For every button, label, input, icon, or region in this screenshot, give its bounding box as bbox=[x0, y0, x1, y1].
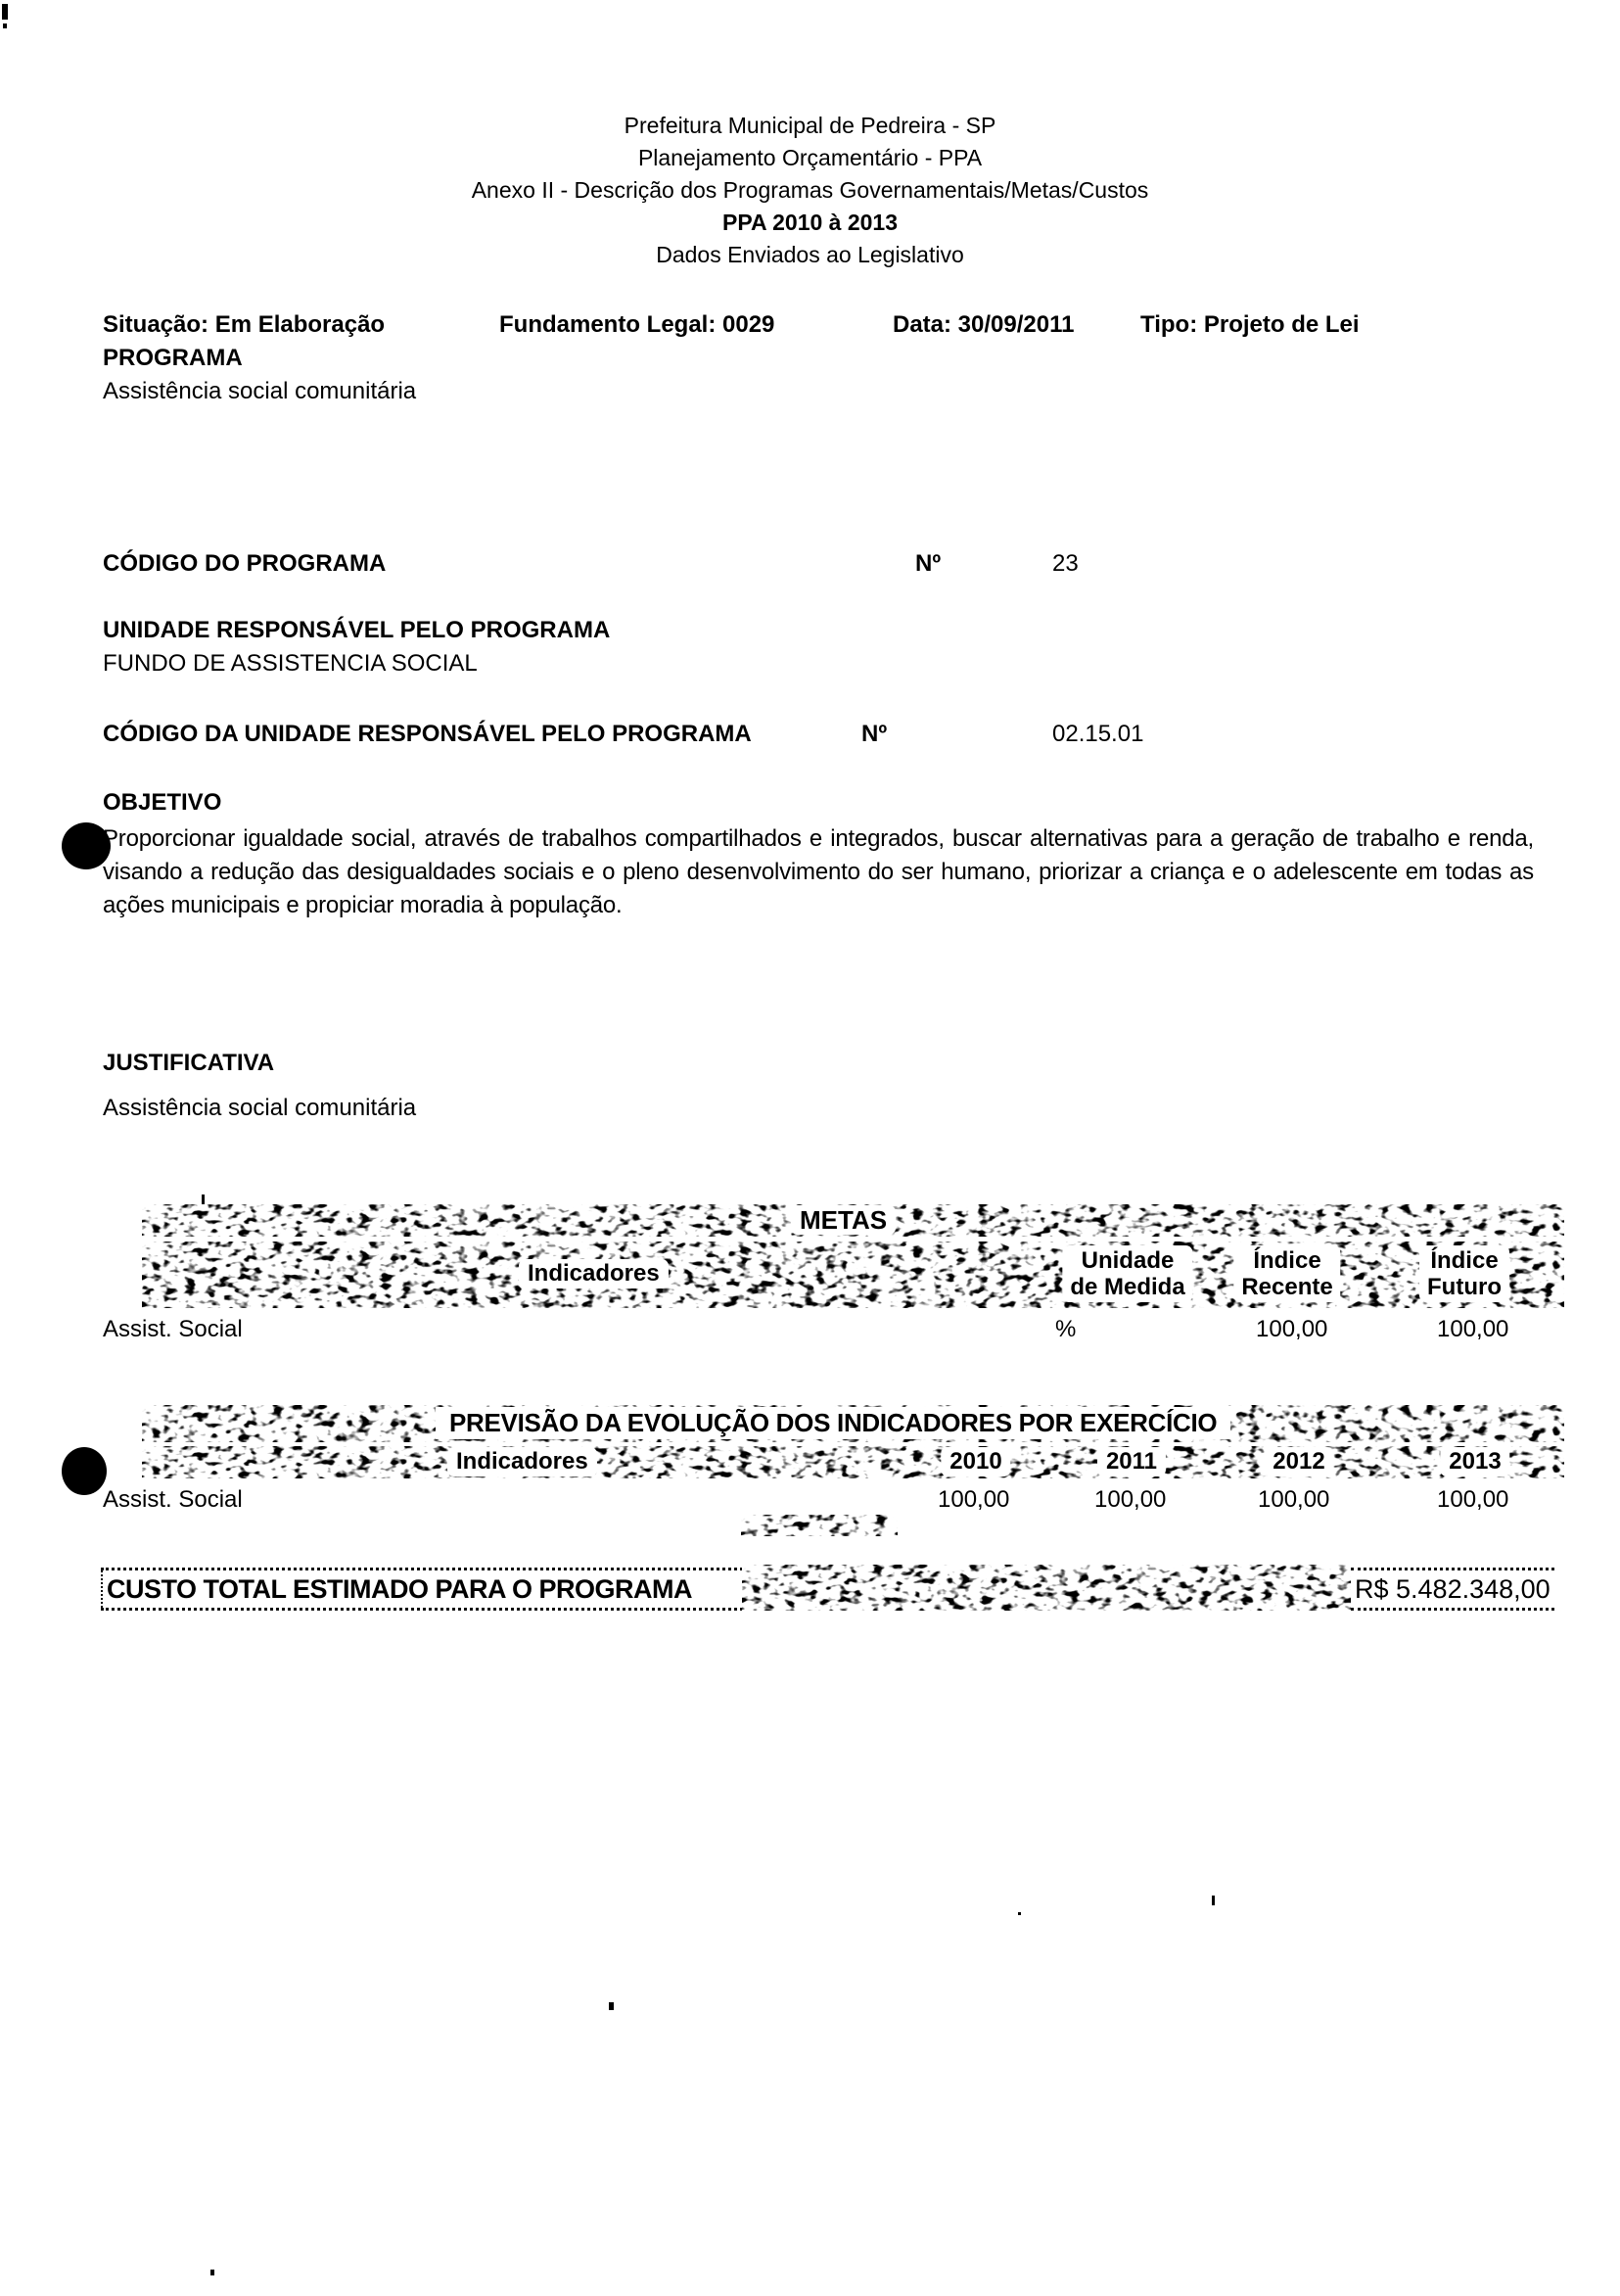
metas-row-indice-recente: 100,00 bbox=[1256, 1316, 1328, 1342]
unidade-responsavel-label: UNIDADE RESPONSÁVEL PELO PROGRAMA bbox=[103, 617, 611, 643]
metas-col-futuro-line1: Índice bbox=[1430, 1247, 1499, 1274]
unidade-responsavel-nome: FUNDO DE ASSISTENCIA SOCIAL bbox=[103, 650, 478, 677]
programa-nome: Assistência social comunitária bbox=[103, 378, 417, 404]
previsao-row-indicador: Assist. Social bbox=[103, 1486, 243, 1513]
custo-total-label: CUSTO TOTAL ESTIMADO PARA O PROGRAMA bbox=[101, 1568, 748, 1611]
custo-total-band bbox=[742, 1565, 1351, 1611]
scan-artifact-smudge bbox=[741, 1515, 898, 1536]
scan-artifact-speck bbox=[609, 2002, 614, 2010]
previsao-row-valor-2012: 100,00 bbox=[1258, 1486, 1330, 1513]
metas-col-unidade-medida bbox=[1062, 1245, 1192, 1302]
scan-artifact-speck bbox=[1018, 1912, 1021, 1915]
metas-col-indicadores: Indicadores bbox=[519, 1259, 669, 1289]
previsao-row-valor-2011: 100,00 bbox=[1094, 1486, 1167, 1513]
codigo-programa-label: CÓDIGO DO PROGRAMA bbox=[103, 550, 387, 577]
header-line-ppa: PPA 2010 à 2013 bbox=[721, 210, 899, 235]
previsao-header-band bbox=[142, 1446, 1564, 1478]
header-line-plan: Planejamento Orçamentário - PPA bbox=[637, 145, 983, 170]
metas-row-indice-futuro: 100,00 bbox=[1437, 1316, 1509, 1342]
custo-total-valor: R$ 5.482.348,00 bbox=[1351, 1568, 1554, 1611]
status-tipo: Tipo: Projeto de Lei bbox=[1140, 311, 1360, 338]
programa-label: PROGRAMA bbox=[103, 345, 243, 371]
metas-col-indice-futuro bbox=[1419, 1245, 1509, 1302]
previsao-col-ano-2013: 2013 bbox=[1440, 1447, 1509, 1476]
justificativa-texto: Assistência social comunitária bbox=[103, 1095, 417, 1121]
metas-table-title: METAS bbox=[791, 1205, 896, 1235]
codigo-unidade-numero-label: Nº bbox=[861, 721, 888, 747]
metas-col-futuro-line2: Futuro bbox=[1427, 1274, 1502, 1300]
codigo-programa-valor: 23 bbox=[1052, 550, 1079, 577]
status-situacao: Situação: Em Elaboração bbox=[103, 311, 386, 338]
scan-artifact-mark bbox=[2, 4, 8, 20]
status-data: Data: 30/09/2011 bbox=[893, 311, 1075, 338]
metas-col-recente-line2: Recente bbox=[1241, 1274, 1333, 1300]
metas-col-recente-line1: Índice bbox=[1253, 1247, 1321, 1274]
metas-row-indicador: Assist. Social bbox=[103, 1316, 243, 1342]
scan-artifact-speck bbox=[210, 2270, 214, 2275]
previsao-col-ano-2012: 2012 bbox=[1264, 1447, 1333, 1476]
previsao-col-indicadores: Indicadores bbox=[447, 1447, 597, 1476]
metas-row-unidade: % bbox=[1055, 1316, 1077, 1342]
previsao-row-valor-2013: 100,00 bbox=[1437, 1486, 1509, 1513]
metas-col-unidade-line2: de Medida bbox=[1070, 1274, 1185, 1300]
scan-artifact-speck bbox=[1212, 1896, 1215, 1905]
objetivo-label: OBJETIVO bbox=[103, 789, 222, 816]
justificativa-label: JUSTIFICATIVA bbox=[103, 1050, 275, 1076]
previsao-col-ano-2010: 2010 bbox=[941, 1447, 1010, 1476]
metas-title-band bbox=[142, 1204, 1564, 1237]
metas-col-indice-recente bbox=[1233, 1245, 1340, 1302]
previsao-table-title: PREVISÃO DA EVOLUÇÃO DOS INDICADORES POR EXERCÍCIO bbox=[436, 1407, 1230, 1439]
header-line-org: Prefeitura Municipal de Pedreira - SP bbox=[624, 113, 996, 138]
document-header bbox=[0, 110, 1620, 271]
metas-col-unidade-line1: Unidade bbox=[1081, 1247, 1175, 1274]
status-fundamento-legal: Fundamento Legal: 0029 bbox=[499, 311, 775, 338]
hole-punch-dot bbox=[62, 1447, 107, 1495]
previsao-title-band bbox=[142, 1405, 1564, 1442]
codigo-unidade-valor: 02.15.01 bbox=[1052, 721, 1144, 747]
codigo-unidade-label: CÓDIGO DA UNIDADE RESPONSÁVEL PELO PROGRAMA bbox=[103, 721, 752, 747]
previsao-col-ano-2011: 2011 bbox=[1097, 1447, 1166, 1476]
objetivo-texto: Proporcionar igualdade social, através de trabalhos compartilhados e integrados, buscar alternativas para a geração de trabalho e renda, visando a redução das desigualdades sociais e o pleno desenvolvimento do ser humano, priorizar a criança e o adelescente em todas as ações municipais e propiciar moradia à população. bbox=[103, 825, 1534, 918]
header-line-dados: Dados Enviados ao Legislativo bbox=[656, 242, 964, 267]
previsao-row-valor-2010: 100,00 bbox=[938, 1486, 1010, 1513]
header-line-anexo: Anexo II - Descrição dos Programas Governamentais/Metas/Custos bbox=[471, 177, 1149, 203]
scan-artifact-mark bbox=[3, 23, 7, 28]
codigo-programa-numero-label: Nº bbox=[915, 550, 942, 577]
metas-header-band bbox=[142, 1242, 1564, 1308]
